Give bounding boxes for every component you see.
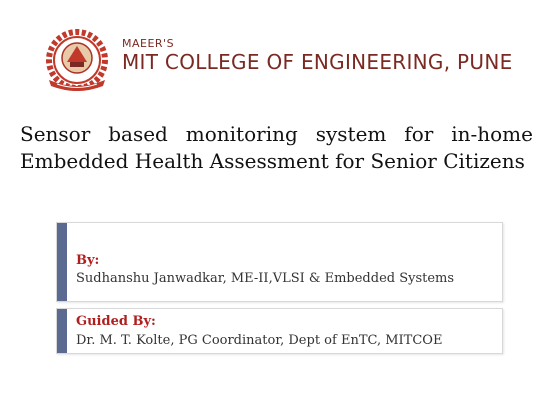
by-box — [56, 222, 503, 302]
college-name: MIT COLLEGE OF ENGINEERING, PUNE — [122, 50, 513, 74]
author-text: Sudhanshu Janwadkar, ME-II,VLSI & Embedded Systems — [76, 271, 455, 286]
presentation-title: Sensor based monitoring system for in-home Embedded Health Assessment for Senior Citizens — [20, 122, 533, 173]
by-heading: By: — [76, 253, 100, 268]
accent-bar — [57, 223, 67, 301]
maeer-label: MAEER'S — [122, 37, 175, 50]
guided-box — [56, 308, 503, 354]
guide-text: Dr. M. T. Kolte, PG Coordinator, Dept of EnTC, MITCOE — [76, 333, 443, 348]
guided-heading: Guided By: — [76, 314, 156, 329]
accent-bar — [57, 309, 67, 353]
college-emblem-icon — [37, 28, 117, 96]
